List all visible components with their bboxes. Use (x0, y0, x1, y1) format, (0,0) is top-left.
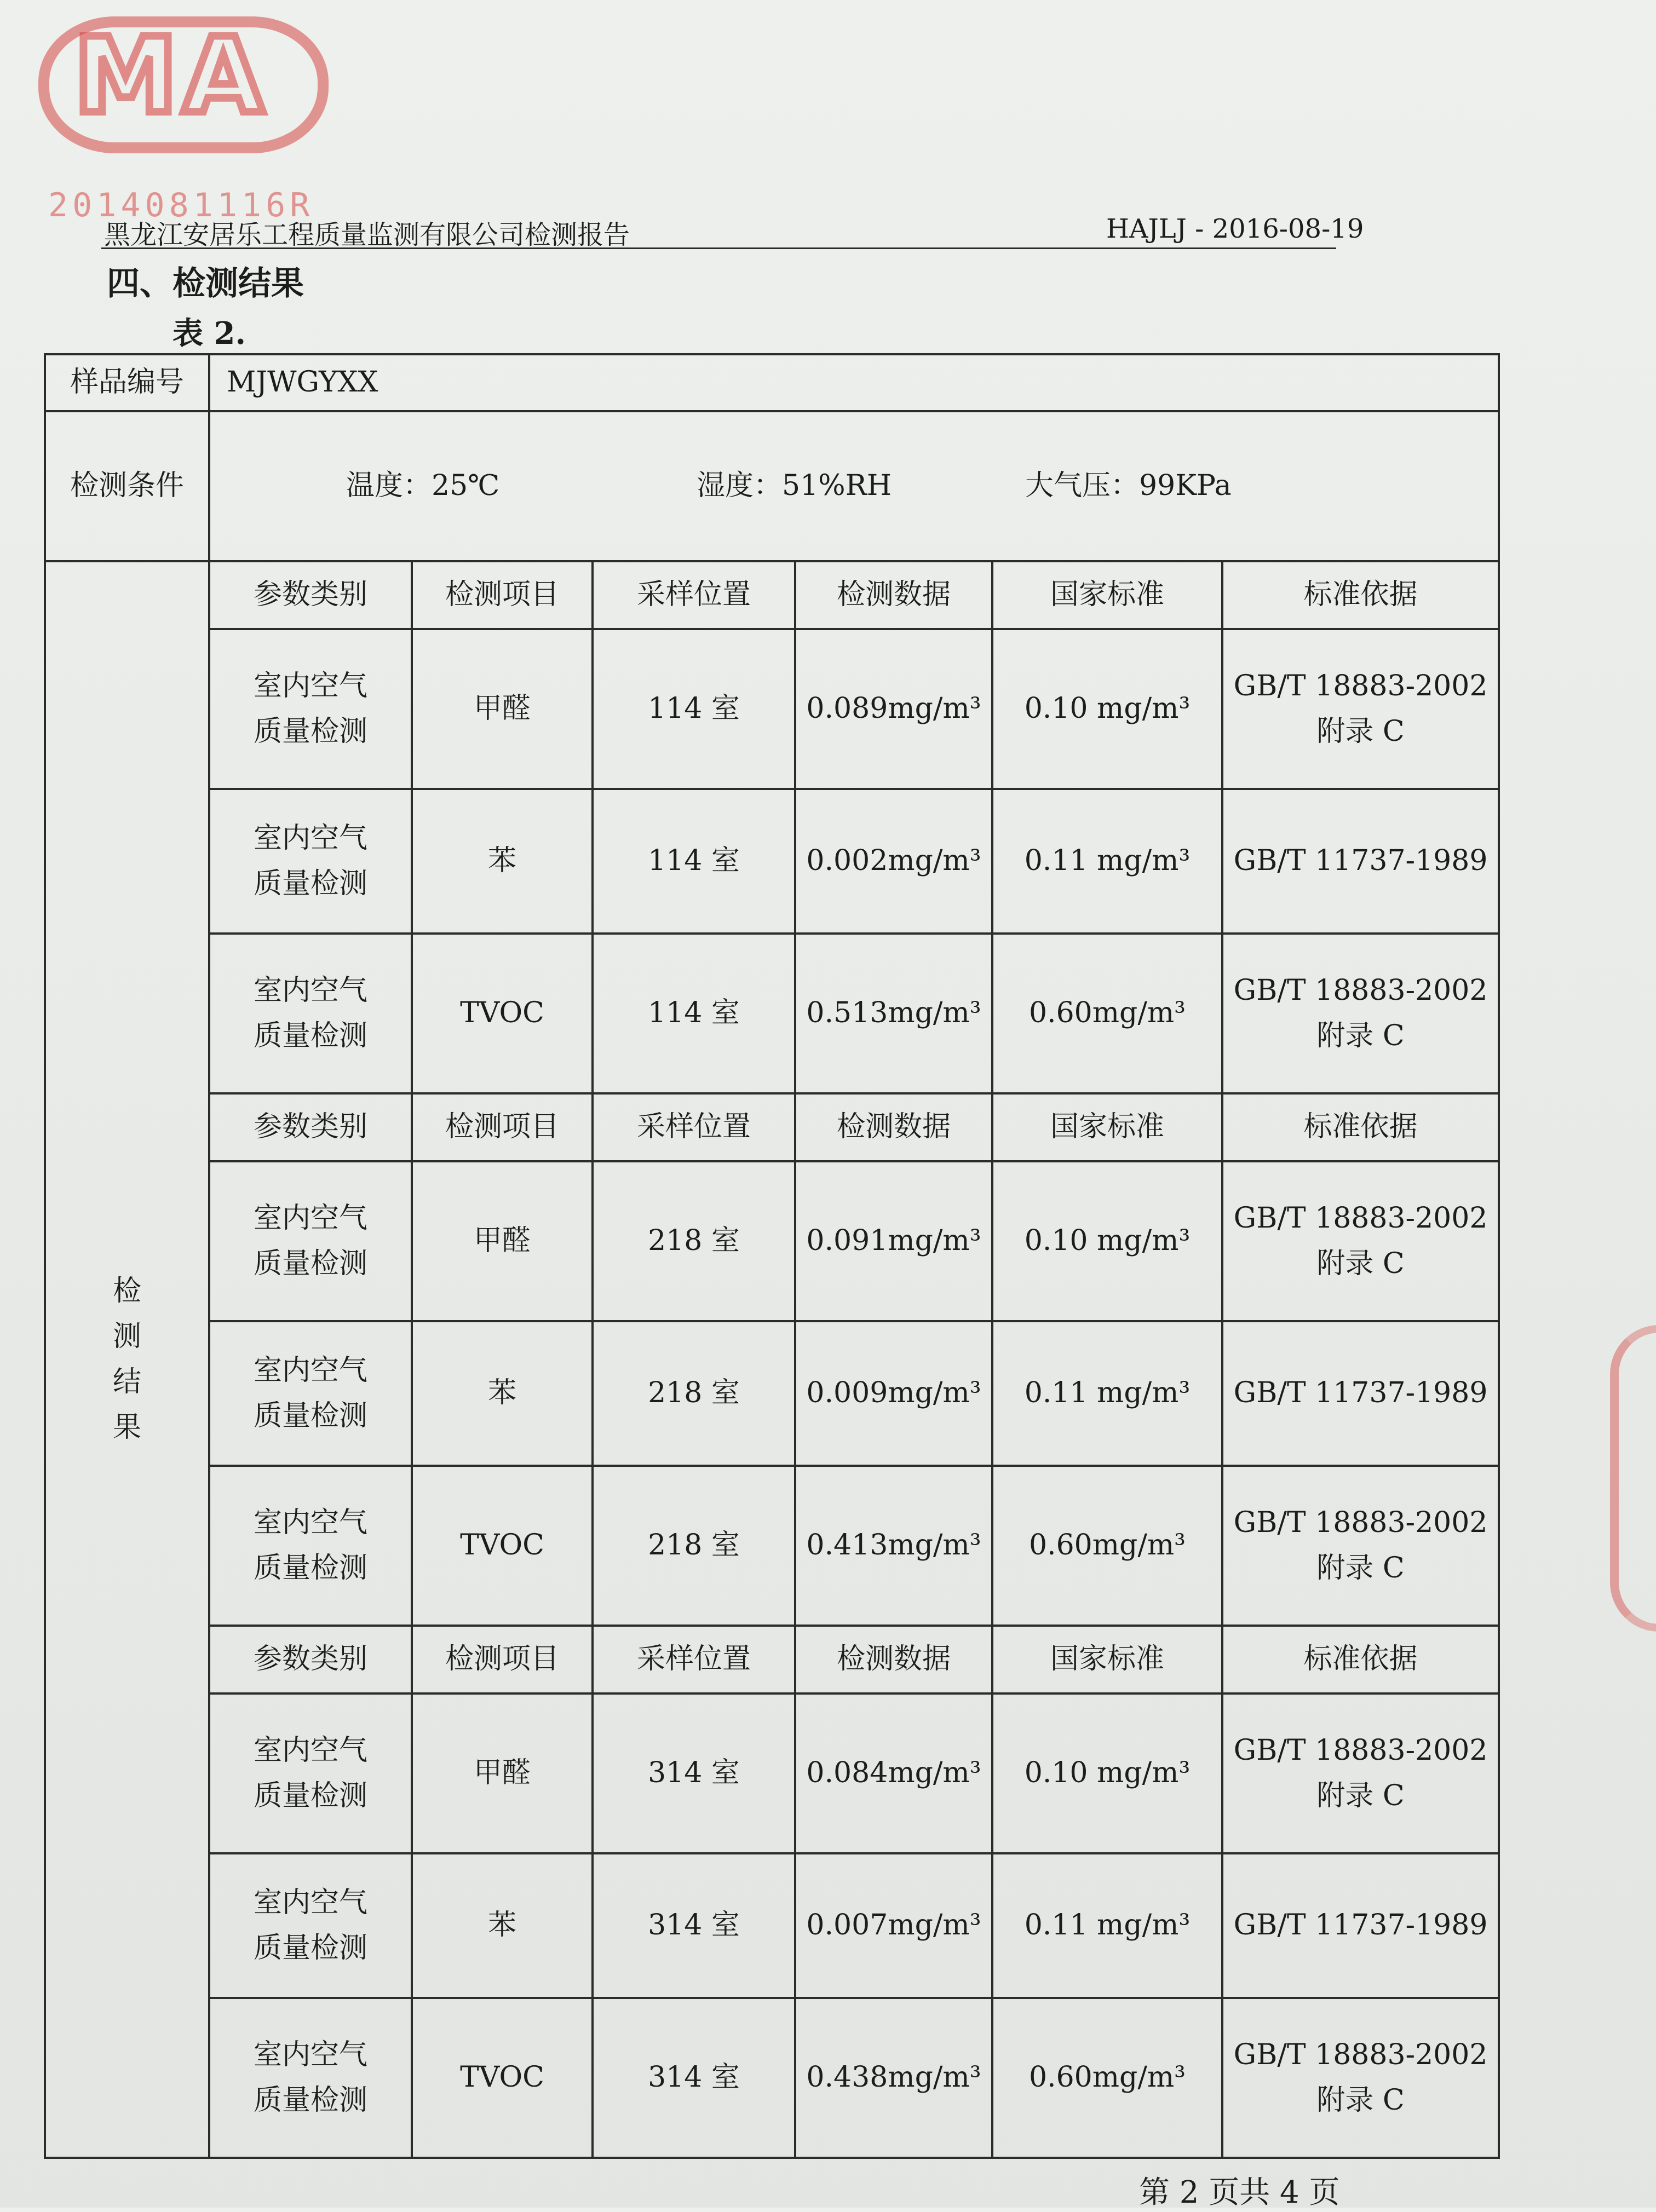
national-standard: 0.10 mg/m³ (992, 629, 1222, 789)
table-row (45, 1321, 1499, 1466)
test-value: 0.413mg/m³ (795, 1466, 992, 1626)
national-standard: 0.11 mg/m³ (992, 1321, 1222, 1466)
sample-value: MJWGYXX (209, 354, 1499, 411)
table-row (45, 629, 1499, 789)
column-header: 国家标准 (992, 561, 1222, 629)
column-header-row (45, 1093, 1499, 1161)
standard-basis-line: GB/T 18883-2002 (1233, 669, 1488, 702)
column-header: 国家标准 (992, 1093, 1222, 1161)
parameter-category-line: 室内空气 (253, 669, 367, 702)
parameter-category-line: 质量检测 (253, 2084, 367, 2117)
test-item: 苯 (412, 789, 593, 934)
sampling-location: 218 室 (593, 1466, 795, 1626)
column-header: 检测项目 (412, 1093, 593, 1161)
sample-label: 样品编号 (45, 354, 209, 411)
parameter-category (209, 789, 412, 934)
results-label-char: 结 (112, 1366, 141, 1398)
national-standard: 0.10 mg/m³ (992, 1693, 1222, 1853)
test-value: 0.438mg/m³ (795, 1998, 992, 2158)
column-header-row (45, 1626, 1499, 1693)
page-indicator: 第 2 页共 4 页 (1139, 2175, 1340, 2210)
column-header: 国家标准 (992, 1626, 1222, 1693)
column-header: 采样位置 (593, 1093, 795, 1161)
column-header: 标准依据 (1222, 1626, 1499, 1693)
parameter-category-line: 室内空气 (253, 821, 367, 855)
table-row (45, 1998, 1499, 2158)
national-standard: 0.60mg/m³ (992, 1998, 1222, 2158)
humidity-value: 湿度：51%RH (697, 469, 892, 503)
parameter-category-line: 室内空气 (253, 2038, 367, 2071)
parameter-category-line: 室内空气 (253, 1506, 367, 1539)
column-header: 参数类别 (209, 1093, 412, 1161)
results-label-char: 测 (112, 1320, 141, 1353)
table-row (45, 1693, 1499, 1853)
parameter-category-line: 室内空气 (253, 1353, 367, 1387)
table-row (45, 789, 1499, 934)
standard-basis (1222, 1161, 1499, 1321)
test-item: 苯 (412, 1853, 593, 1998)
test-item: 苯 (412, 1321, 593, 1466)
sample-row (45, 354, 1499, 411)
standard-basis-line: GB/T 11737-1989 (1233, 1909, 1488, 1942)
standard-basis-line: 附录 C (1316, 1552, 1405, 1585)
standard-basis-line: GB/T 18883-2002 (1233, 973, 1488, 1007)
national-standard: 0.60mg/m³ (992, 934, 1222, 1093)
table-row (45, 1853, 1499, 1998)
parameter-category-line: 室内空气 (253, 1886, 367, 1919)
test-item: 甲醛 (412, 629, 593, 789)
results-vertical-label (45, 561, 209, 2158)
standard-basis (1222, 629, 1499, 789)
results-label-char: 果 (112, 1411, 141, 1444)
temperature-value: 温度：25℃ (346, 469, 500, 503)
test-value: 0.084mg/m³ (795, 1693, 992, 1853)
standard-basis (1222, 1693, 1499, 1853)
standard-basis-line: 附录 C (1316, 2084, 1405, 2117)
pressure-value: 大气压：99KPa (1025, 469, 1232, 503)
standard-basis-line: GB/T 11737-1989 (1233, 844, 1488, 878)
column-header: 检测数据 (795, 561, 992, 629)
parameter-category-line: 质量检测 (253, 1399, 367, 1432)
conditions-label: 检测条件 (45, 411, 209, 561)
national-standard: 0.10 mg/m³ (992, 1161, 1222, 1321)
national-standard: 0.60mg/m³ (992, 1466, 1222, 1626)
results-label-char: 检 (112, 1274, 141, 1307)
company-report-title: 黑龙江安居乐工程质量监测有限公司检测报告 (104, 220, 630, 250)
test-value: 0.513mg/m³ (795, 934, 992, 1093)
sampling-location: 218 室 (593, 1161, 795, 1321)
sampling-location: 218 室 (593, 1321, 795, 1466)
conditions-row (45, 411, 1499, 561)
table-label: 表 2. (173, 315, 246, 352)
standard-basis (1222, 1853, 1499, 1998)
parameter-category-line: 质量检测 (253, 1779, 367, 1812)
table-row (45, 1161, 1499, 1321)
conditions-cell (209, 411, 1499, 561)
standard-basis (1222, 934, 1499, 1093)
parameter-category-line: 室内空气 (253, 1733, 367, 1767)
table-row (45, 1466, 1499, 1626)
parameter-category (209, 1161, 412, 1321)
standard-basis (1222, 1466, 1499, 1626)
column-header: 参数类别 (209, 1626, 412, 1693)
test-item: 甲醛 (412, 1693, 593, 1853)
sampling-location: 314 室 (593, 1998, 795, 2158)
parameter-category-line: 室内空气 (253, 973, 367, 1007)
column-header: 参数类别 (209, 561, 412, 629)
header-rule (101, 247, 1336, 249)
column-header: 标准依据 (1222, 1093, 1499, 1161)
test-item: TVOC (412, 1998, 593, 2158)
column-header: 检测项目 (412, 1626, 593, 1693)
standard-basis-line: 附录 C (1316, 1247, 1405, 1280)
parameter-category (209, 1466, 412, 1626)
test-value: 0.007mg/m³ (795, 1853, 992, 1998)
column-header: 采样位置 (593, 561, 795, 629)
test-value: 0.009mg/m³ (795, 1321, 992, 1466)
sampling-location: 114 室 (593, 934, 795, 1093)
ma-stamp-logo: MA (74, 15, 269, 136)
standard-basis-line: 附录 C (1316, 1779, 1405, 1812)
test-value: 0.091mg/m³ (795, 1161, 992, 1321)
parameter-category (209, 1321, 412, 1466)
column-header: 采样位置 (593, 1626, 795, 1693)
parameter-category (209, 629, 412, 789)
red-seal-fragment (1610, 1325, 1656, 1632)
sampling-location: 114 室 (593, 629, 795, 789)
parameter-category-line: 室内空气 (253, 1201, 367, 1235)
parameter-category-line: 质量检测 (253, 867, 367, 900)
standard-basis-line: GB/T 18883-2002 (1233, 2038, 1488, 2071)
parameter-category-line: 质量检测 (253, 715, 367, 748)
parameter-category (209, 934, 412, 1093)
test-item: TVOC (412, 1466, 593, 1626)
test-value: 0.002mg/m³ (795, 789, 992, 934)
column-header: 检测项目 (412, 561, 593, 629)
sampling-location: 314 室 (593, 1853, 795, 1998)
ma-stamp-code: 2014081116R (48, 186, 314, 224)
standard-basis-line: 附录 C (1316, 715, 1405, 748)
section-title: 四、检测结果 (107, 264, 304, 303)
standard-basis (1222, 1998, 1499, 2158)
report-id: HAJLJ - 2016-08-19 (1106, 214, 1364, 244)
standard-basis-line: GB/T 11737-1989 (1233, 1376, 1488, 1410)
test-item: TVOC (412, 934, 593, 1093)
column-header: 标准依据 (1222, 561, 1499, 629)
sampling-location: 114 室 (593, 789, 795, 934)
standard-basis-line: GB/T 18883-2002 (1233, 1506, 1488, 1539)
table-row (45, 934, 1499, 1093)
parameter-category (209, 1693, 412, 1853)
parameter-category-line: 质量检测 (253, 1247, 367, 1280)
results-table (44, 353, 1500, 2159)
column-header: 检测数据 (795, 1626, 992, 1693)
standard-basis-line: GB/T 18883-2002 (1233, 1201, 1488, 1235)
test-item: 甲醛 (412, 1161, 593, 1321)
parameter-category-line: 质量检测 (253, 1932, 367, 1965)
column-header-row (45, 561, 1499, 629)
national-standard: 0.11 mg/m³ (992, 789, 1222, 934)
parameter-category (209, 1998, 412, 2158)
column-header: 检测数据 (795, 1093, 992, 1161)
sampling-location: 314 室 (593, 1693, 795, 1853)
parameter-category-line: 质量检测 (253, 1552, 367, 1585)
test-value: 0.089mg/m³ (795, 629, 992, 789)
standard-basis (1222, 789, 1499, 934)
standard-basis-line: 附录 C (1316, 1019, 1405, 1052)
national-standard: 0.11 mg/m³ (992, 1853, 1222, 1998)
parameter-category-line: 质量检测 (253, 1019, 367, 1052)
standard-basis-line: GB/T 18883-2002 (1233, 1733, 1488, 1767)
parameter-category (209, 1853, 412, 1998)
standard-basis (1222, 1321, 1499, 1466)
